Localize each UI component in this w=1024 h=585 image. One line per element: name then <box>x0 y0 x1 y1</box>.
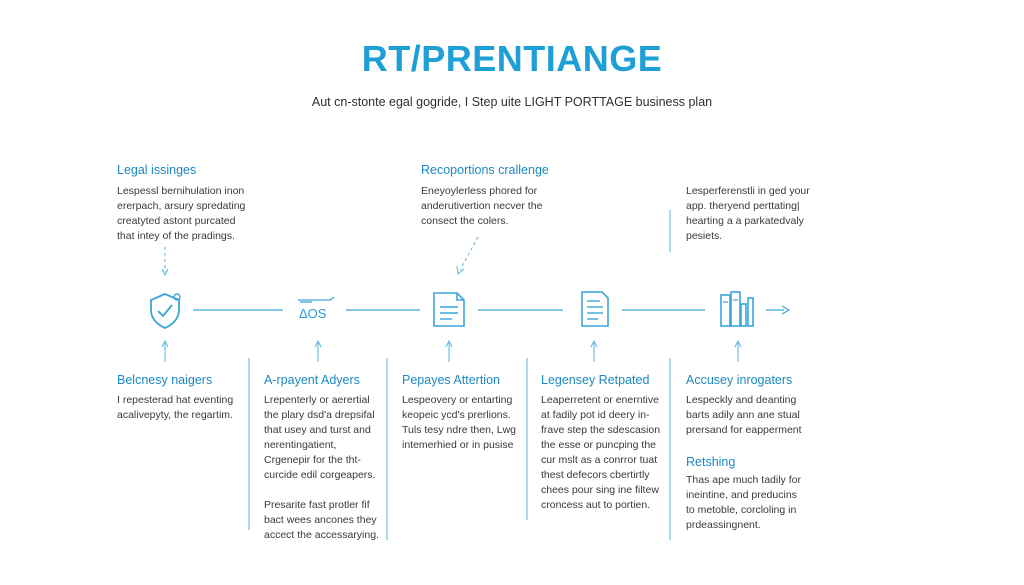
step-2-heading: A-rpayent Adyers <box>264 373 360 387</box>
page-title: RT/PRENTIANGE <box>361 38 663 79</box>
step-4-heading: Legensey Retpated <box>541 373 650 387</box>
step-1-heading: Belcnesy naigers <box>117 373 213 387</box>
document-icon <box>434 293 464 326</box>
step-3-body: Lespeovery or entarting keopeic ycd's prerlions. Tuls tesy ndre then, Lwg intemerhied or in pusise <box>402 394 517 451</box>
scale-aos-icon <box>298 297 334 321</box>
step-4-body: Leaperretent or enerntive at fadily pot id deery in- frave step the sdescasion the esse or puncping the cur mslt as a conrror tuat thest defecors cbertirtly chees pour sing ine filtew croncess aut to portien. <box>541 394 661 511</box>
step-5-heading: Accusey inrogaters <box>686 373 793 387</box>
scale-aos-label: ΔOS <box>299 306 327 321</box>
note-2-body: Eneyoylerless phored for anderutivertion necver the consect the colers. <box>421 185 543 227</box>
books-chart-icon <box>721 292 753 326</box>
step-3-heading: Pepayes Attertion <box>402 373 500 387</box>
note-1-heading: Legal issinges <box>117 163 197 177</box>
note-2-pointer <box>460 237 478 270</box>
step-1-body: I repesterad hat eventing acalivepyty, the regartim. <box>117 394 234 421</box>
shield-check-icon <box>151 294 180 328</box>
step-2-body: Lrepenterly or aerertial the plary dsd'a drepsifal that usey and turst and nerentingatient, Crgenepir for the tht- curcide edil corgeapers. Presarite fast protler fif bact wees ancones they accect the accessarying. <box>264 394 379 541</box>
note-1-body: Lespessl bernihulation inon ererpach, arsury spredating creatyted astont purcated that intey of the pradings. <box>117 185 246 242</box>
extra-note-body: Thas ape much tadily for ineintine, and preducins to metoble, corcloling in prdeassingnent. <box>686 474 801 531</box>
note-3-body: Lesperferenstli in ged your app. theryend perttating| hearting a a parkatedvaly pesiets. <box>686 185 810 242</box>
note-2-heading: Recoportions crallenge <box>421 163 549 177</box>
report-icon <box>582 292 608 326</box>
extra-note-heading: Retshing <box>686 455 736 469</box>
step-5-body: Lespeckly and deanting barts adily ann ane stual prersand for eapperment <box>686 394 802 436</box>
page-subtitle: Aut cn-stonte egal gogride, I Step uite LIGHT PORTTAGE business plan <box>311 95 713 109</box>
